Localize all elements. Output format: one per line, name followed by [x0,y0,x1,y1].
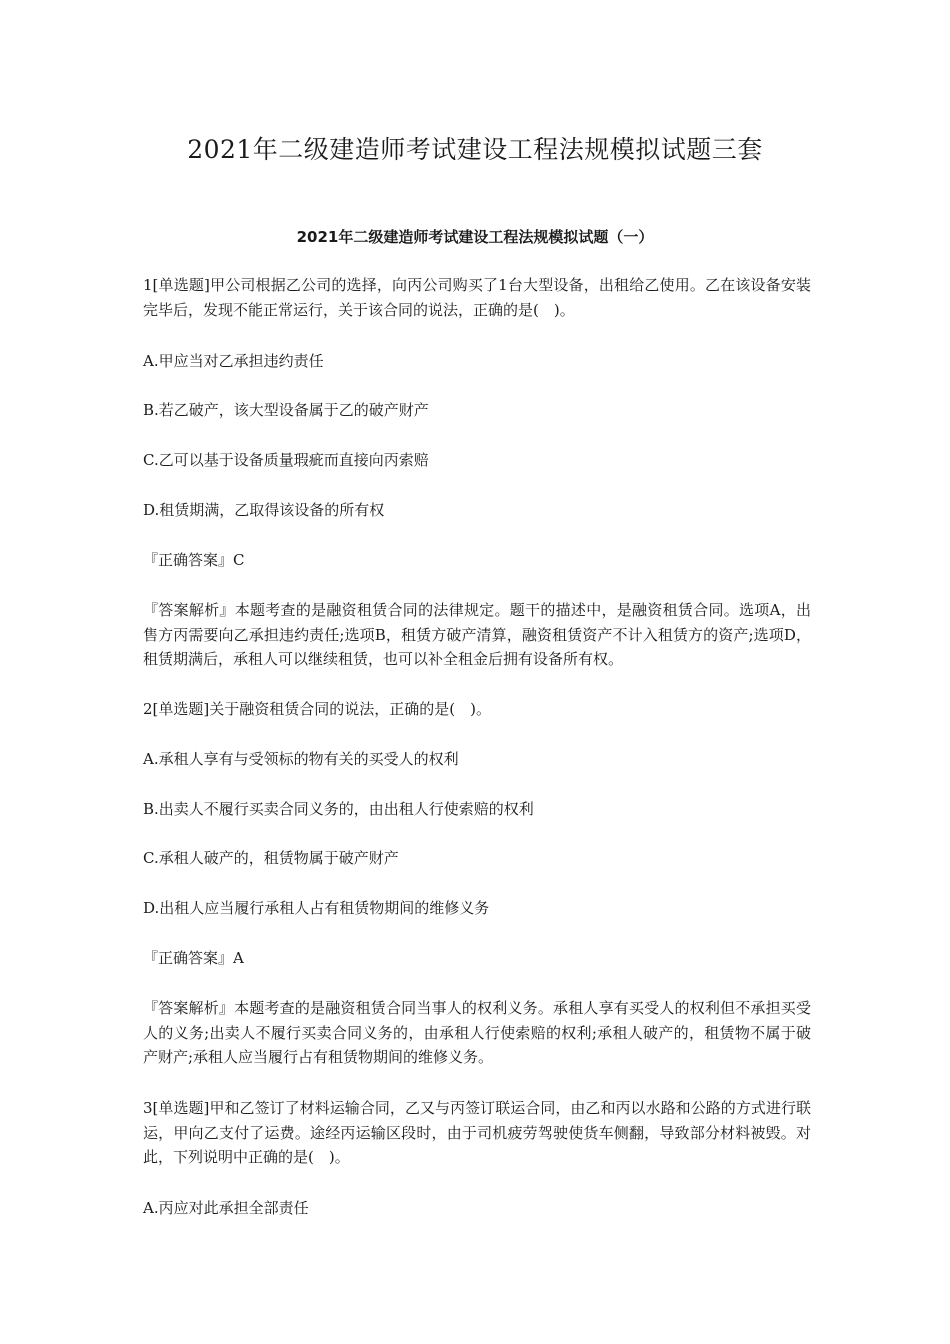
q2-option-d: D.出租人应当履行承租人占有租赁物期间的维修义务 [143,899,490,917]
q3-option-a: A.丙应对此承担全部责任 [143,1199,309,1217]
q1-option-d: D.租赁期满，乙取得该设备的所有权 [143,501,385,519]
section-title: 2021年二级建造师考试建设工程法规模拟试题（一） [296,228,654,246]
q1-option-a: A.甲应当对乙承担违约责任 [143,352,324,370]
document-title: 2021年二级建造师考试建设工程法规模拟试题三套 [187,135,763,164]
q1-option-c: C.乙可以基于设备质量瑕疵而直接向丙索赔 [143,451,429,469]
q2-answer: 『正确答案』A [143,949,244,967]
q1-analysis: 『答案解析』本题考查的是融资租赁合同的法律规定。题干的描述中，是融资租赁合同。选项A，出售方丙需要向乙承担违约责任;选项B，租赁方破产清算，融资租赁资产不计入租赁方的资产;选项D，租赁期满后，承租人可以继续租赁，也可以补全租金后拥有设备所有权。 [143,601,811,668]
q1-answer: 『正确答案』C [143,551,245,569]
q1-stem: 1[单选题]甲公司根据乙公司的选择，向丙公司购买了1台大型设备，出租给乙使用。乙在该设备安装完毕后，发现不能正常运行，关于该合同的说法，正确的是( )。 [143,276,811,319]
q2-stem: 2[单选题]关于融资租赁合同的说法，正确的是( )。 [143,700,491,718]
q2-option-a: A.承租人享有与受领标的物有关的买受人的权利 [143,750,459,768]
q2-option-c: C.承租人破产的，租赁物属于破产财产 [143,849,399,867]
q2-option-b: B.出卖人不履行买卖合同义务的，由出租人行使索赔的权利 [143,800,534,818]
q1-option-b: B.若乙破产，该大型设备属于乙的破产财产 [143,401,429,419]
q3-stem: 3[单选题]甲和乙签订了材料运输合同，乙又与丙签订联运合同，由乙和丙以水路和公路的方式进行联运，甲向乙支付了运费。途经丙运输区段时，由于司机疲劳驾驶使货车侧翻，导致部分材料被毁。对此，下列说明中正确的是( )。 [143,1099,811,1166]
q2-analysis: 『答案解析』本题考查的是融资租赁合同当事人的权利义务。承租人享有买受人的权利但不承担买受人的义务;出卖人不履行买卖合同义务的，由承租人行使索赔的权利;承租人破产的，租赁物不属于破产财产;承租人应当履行占有租赁物期间的维修义务。 [143,999,811,1066]
